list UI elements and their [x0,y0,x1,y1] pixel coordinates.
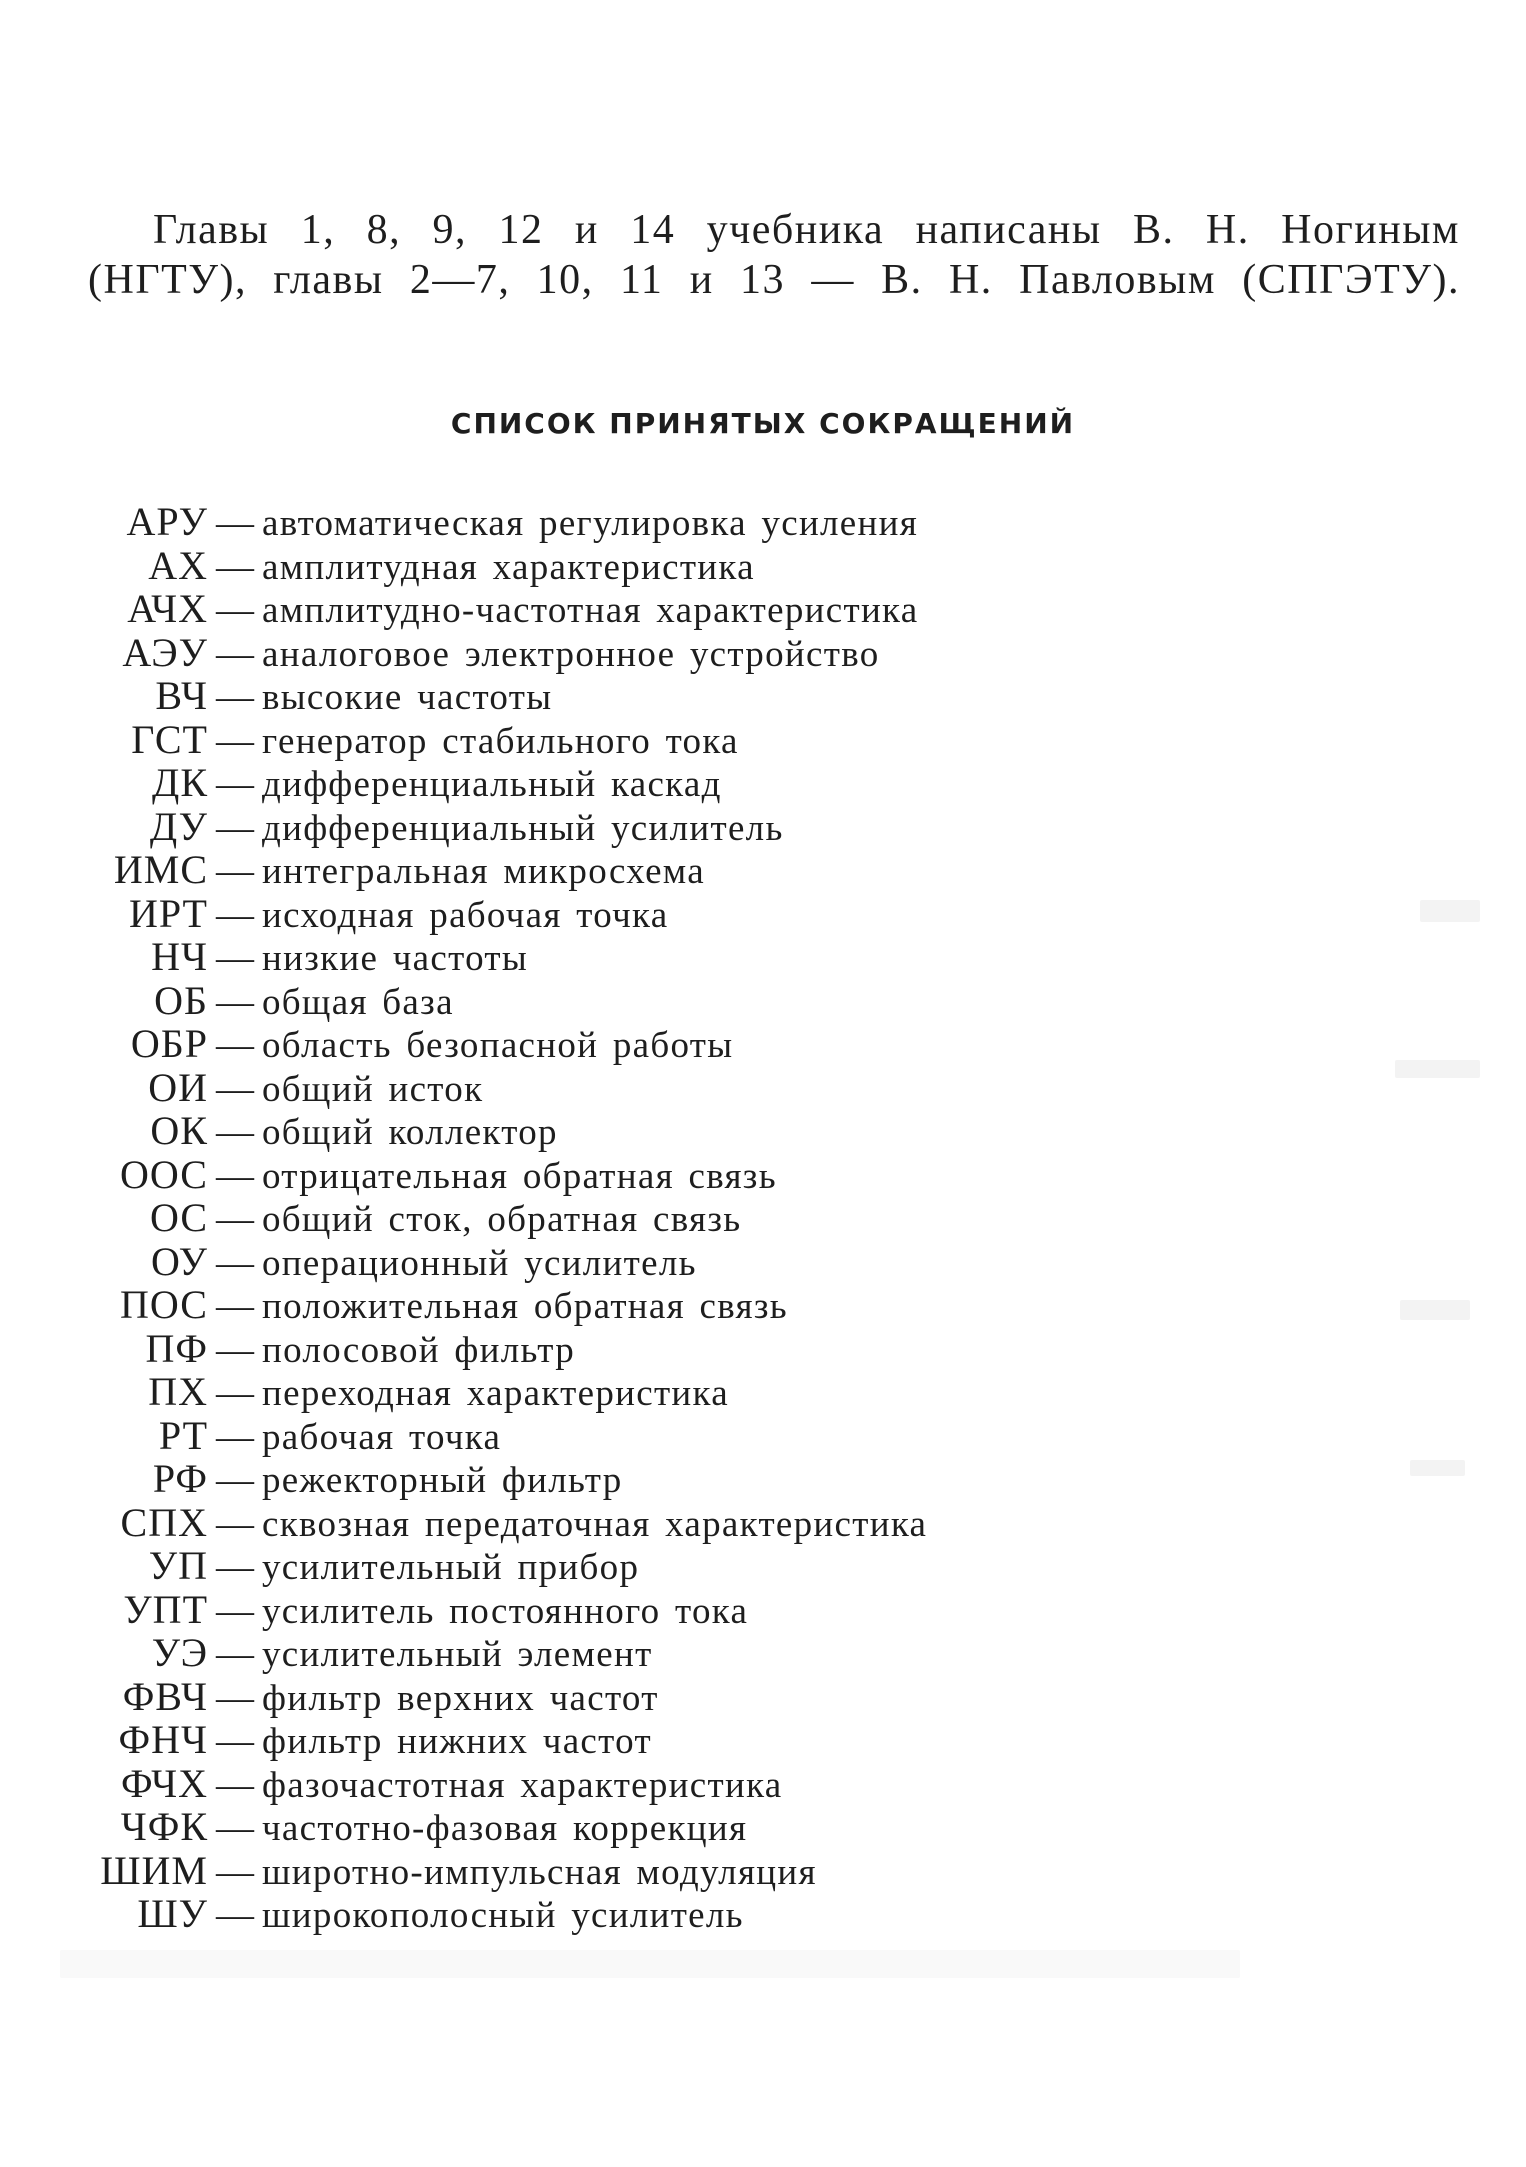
abbreviation-code: УП [148,1543,208,1588]
separator-dash: — [216,1676,254,1719]
abbreviation-definition: рабочая точка [262,1416,502,1458]
separator-dash: — [216,1589,254,1632]
abbreviation-code: ДК [152,760,208,805]
list-item [0,805,1526,849]
abbreviation-definition: генератор стабильного тока [262,720,739,762]
separator-dash: — [216,1850,254,1893]
list-item [0,1675,1526,1719]
abbreviation-code: ПХ [148,1369,208,1414]
abbreviation-code: ИМС [113,847,208,892]
list-item [0,1240,1526,1284]
list-item [0,631,1526,675]
separator-dash: — [216,893,254,936]
abbreviation-code: ОУ [151,1238,208,1284]
abbreviation-definition: общая база [262,981,454,1023]
separator-dash: — [216,1285,254,1327]
abbreviation-code: ФНЧ [118,1717,208,1762]
list-item [0,848,1526,892]
separator-dash: — [216,1415,254,1458]
separator-dash: — [216,1459,254,1501]
abbreviation-definition: частотно-фазовая коррекция [262,1808,748,1849]
abbreviation-code: ПФ [145,1325,208,1371]
separator-dash: — [216,1372,254,1414]
list-item [0,674,1526,718]
abbreviation-code: ШИМ [100,1847,208,1893]
abbreviation-code: ПОС [120,1282,208,1327]
separator-dash: — [216,502,254,544]
abbreviation-code: ФВЧ [122,1673,208,1719]
abbreviation-code: ВЧ [155,673,208,718]
separator-dash: — [216,980,254,1023]
separator-dash: — [216,1763,254,1806]
abbreviation-code: ОС [149,1195,208,1240]
scan-shadow [60,1950,1240,1978]
abbreviation-definition: амплитудно-частотная характеристика [262,590,919,631]
separator-dash: — [216,1502,254,1545]
abbreviation-definition: сквозная передаточная характеристика [262,1503,928,1545]
abbreviation-code: РТ [158,1412,208,1458]
abbreviation-code: ШУ [137,1891,208,1936]
abbreviation-definition: область безопасной работы [262,1025,734,1066]
separator-dash: — [216,1067,254,1110]
abbreviation-definition: амплитудная характеристика [262,546,755,588]
list-item [0,1196,1526,1240]
abbreviation-code: РФ [152,1456,208,1501]
separator-dash: — [216,1198,254,1240]
list-item [0,892,1526,936]
list-item [0,1631,1526,1675]
abbreviation-definition: высокие частоты [262,677,553,718]
list-item [0,544,1526,588]
abbreviation-definition: дифференциальный усилитель [262,807,784,849]
separator-dash: — [216,1024,254,1066]
abbreviation-definition: положительная обратная связь [262,1286,788,1327]
list-item [0,1718,1526,1762]
list-item [0,1457,1526,1501]
list-item [0,500,1526,544]
list-item [0,1501,1526,1545]
separator-dash: — [216,1111,254,1153]
separator-dash: — [216,676,254,718]
abbreviation-definition: исходная рабочая точка [262,894,669,936]
abbreviation-code: СПХ [120,1499,208,1545]
abbreviation-definition: отрицательная обратная связь [262,1155,777,1197]
list-item [0,1805,1526,1849]
abbreviation-code: ОБР [130,1021,208,1066]
abbreviation-definition: аналоговое электронное устройство [262,633,880,675]
abbreviation-code: ОБ [154,977,208,1023]
abbreviation-definition: усилительный прибор [262,1547,640,1588]
abbreviation-code: УЭ [151,1630,208,1675]
abbreviation-definition: широтно-импульсная модуляция [262,1851,817,1893]
abbreviation-code: АЧХ [127,586,208,631]
separator-dash: — [216,1807,254,1849]
separator-dash: — [216,763,254,805]
abbreviation-code: ЧФК [120,1804,208,1849]
abbreviation-definition: режекторный фильтр [262,1460,623,1501]
separator-dash: — [216,545,254,588]
list-item [0,979,1526,1023]
separator-dash: — [216,1894,254,1936]
abbreviation-code: АХ [148,542,208,588]
abbreviation-definition: переходная характеристика [262,1373,729,1414]
list-item [0,1588,1526,1632]
abbreviation-definition: широкополосный усилитель [262,1895,744,1936]
separator-dash: — [216,806,254,849]
separator-dash: — [216,1546,254,1588]
abbreviation-definition: дифференциальный каскад [262,764,722,805]
separator-dash: — [216,589,254,631]
list-item [0,1153,1526,1197]
list-item [0,1066,1526,1110]
separator-dash: — [216,1154,254,1197]
separator-dash: — [216,719,254,762]
list-item [0,1327,1526,1371]
abbreviation-definition: фазочастотная характеристика [262,1764,783,1806]
list-item [0,1849,1526,1893]
list-item [0,587,1526,631]
abbreviation-definition: усилительный элемент [262,1634,653,1675]
list-item [0,761,1526,805]
abbreviation-definition: общий коллектор [262,1112,558,1153]
list-item [0,1109,1526,1153]
list-item [0,1762,1526,1806]
abbreviation-definition: фильтр верхних частот [262,1677,659,1719]
abbreviation-definition: автоматическая регулировка усиления [262,503,919,544]
abbreviation-definition: полосовой фильтр [262,1329,576,1371]
abbreviation-code: ДУ [149,803,208,849]
abbreviation-code: ГСТ [131,716,208,762]
list-item [0,1370,1526,1414]
abbreviation-code: ИРТ [128,890,208,936]
list-item [0,1022,1526,1066]
abbreviation-code: ФЧХ [121,1760,208,1806]
authors-note-line-2: (НГТУ), главы 2—7, 10, 11 и 13 — В. Н. Павловым (СПГЭТУ). [88,257,1460,303]
list-item [0,1414,1526,1458]
separator-dash: — [216,937,254,979]
list-item [0,1544,1526,1588]
list-item [0,1283,1526,1327]
list-item [0,1892,1526,1936]
abbreviation-definition: общий сток, обратная связь [262,1199,742,1240]
abbreviation-definition: общий исток [262,1068,484,1110]
authors-note-line-1: Главы 1, 8, 9, 12 и 14 учебника написаны В. Н. Ногиным [153,207,1460,253]
abbreviation-code: ООС [120,1151,208,1197]
abbreviation-code: ОК [150,1108,208,1153]
separator-dash: — [216,1328,254,1371]
abbreviation-code: НЧ [151,934,208,979]
separator-dash: — [216,850,254,892]
abbreviation-code: АЭУ [122,629,208,675]
separator-dash: — [216,1241,254,1284]
abbreviation-list [0,500,1526,1936]
separator-dash: — [216,632,254,675]
section-title: СПИСОК ПРИНЯТЫХ СОКРАЩЕНИЙ [450,407,1076,440]
abbreviation-definition: операционный усилитель [262,1242,697,1284]
abbreviation-code: АРУ [126,499,208,544]
abbreviation-definition: фильтр нижних частот [262,1721,652,1762]
abbreviation-definition: усилитель постоянного тока [262,1590,749,1632]
separator-dash: — [216,1720,254,1762]
abbreviation-code: УПТ [123,1586,208,1632]
list-item [0,935,1526,979]
abbreviation-code: ОИ [148,1064,208,1110]
separator-dash: — [216,1633,254,1675]
authors-note [88,205,1460,305]
abbreviation-definition: интегральная микросхема [262,851,705,892]
abbreviation-definition: низкие частоты [262,938,529,979]
list-item [0,718,1526,762]
